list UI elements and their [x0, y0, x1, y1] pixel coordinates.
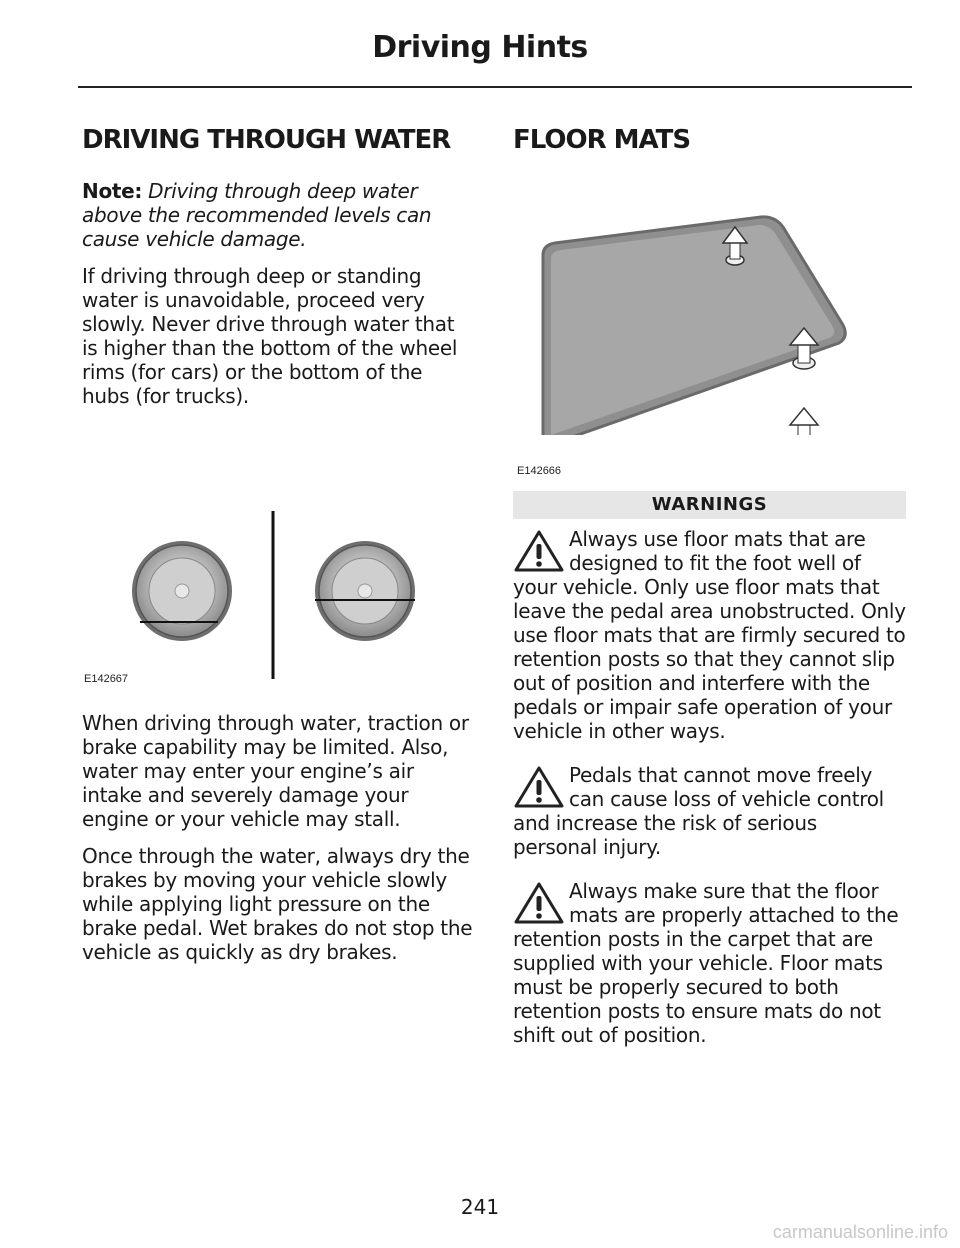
page-number: 241	[460, 1195, 500, 1219]
truck-wheel-icon	[315, 541, 415, 641]
paragraph-dry-brakes: Once through the water, always dry the brakes by moving your vehicle slowly while applying light pressure on the brake pedal. Wet brakes do not stop the vehicle as quickly as dry brakes.	[82, 844, 473, 964]
header-divider	[78, 86, 912, 88]
section-heading-driving-through-water: DRIVING THROUGH WATER	[82, 125, 451, 155]
right-column	[513, 125, 906, 1067]
warning-triangle-icon	[513, 529, 565, 573]
warning-text: Always make sure that the floor mats are properly attached to the retention posts in the carpet that are supplied with your vehicle. Floor mats must be properly secured to both retention posts to ensure mats do not shift out of position.	[513, 879, 899, 1047]
warning-item	[513, 879, 906, 1047]
note-text: Driving through deep water above the recommended levels can cause vehicle damage.	[82, 179, 432, 251]
car-wheel-icon	[132, 541, 232, 641]
warnings-title-bar: WARNINGS	[513, 491, 906, 519]
floor-mat-illustration	[513, 165, 906, 435]
wheel-water-level-figure	[82, 421, 474, 691]
paragraph-water-depth: If driving through deep or standing water is unavoidable, proceed very slowly. Never drive through water that is higher than the bottom of the wheel rims (for cars) or the bottom of the hubs (for trucks).	[82, 264, 458, 408]
figure-code: E142666	[517, 465, 562, 477]
section-heading-floor-mats: FLOOR MATS	[513, 125, 691, 155]
left-column	[82, 125, 474, 977]
note-paragraph	[82, 179, 474, 251]
warning-triangle-icon	[513, 765, 565, 809]
figure-code: E142667	[84, 673, 129, 685]
warning-text: Pedals that cannot move freely can cause loss of vehicle control and increase the risk of serious personal injury.	[513, 763, 884, 859]
wheel-illustration	[82, 421, 474, 691]
floor-mat-figure	[513, 165, 906, 477]
warning-item	[513, 527, 906, 743]
warning-text: Always use floor mats that are designed to fit the foot well of your vehicle. Only use floor mats that leave the pedal area unobstructed. Only use floor mats that are firmly secured to retention posts so that they cannot slip out of position and interfere with the pedals or impair safe operation of your vehicle in other ways.	[513, 527, 906, 743]
retention-post-base-icon	[762, 408, 846, 435]
warning-triangle-icon	[513, 881, 565, 925]
watermark: carmanualsonline.info	[772, 1222, 948, 1242]
paragraph-traction: When driving through water, traction or brake capability may be limited. Also, water may enter your engine’s air intake and severely damage your engine or your vehicle may stall.	[82, 711, 469, 831]
warning-item	[513, 763, 906, 859]
note-label: Note:	[82, 179, 143, 203]
page-header-title: Driving Hints	[372, 30, 588, 65]
